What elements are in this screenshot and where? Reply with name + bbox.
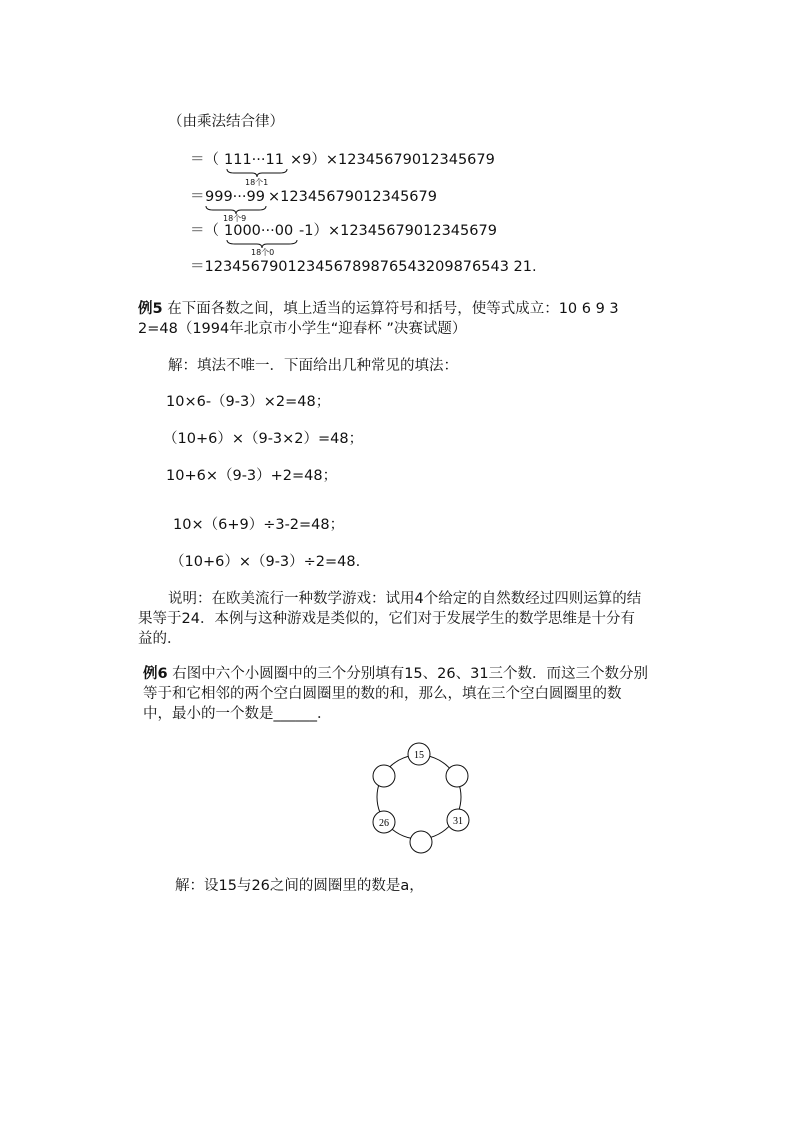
line-remainder: ×9）×12345679012345679: [290, 152, 495, 168]
ring-circle-bottom: [410, 831, 432, 853]
example-6-line-3: 中，最小的一个数是______．: [143, 706, 332, 722]
example-label: 例5: [138, 301, 163, 317]
solution-heading: 解：填法不唯一．下面给出几种常见的填法：: [168, 358, 458, 374]
brace-label: 18个9: [223, 214, 247, 223]
note-line-3: 益的．: [138, 631, 182, 647]
answer-5: （10+6）×（9-3）÷2=48.: [170, 554, 361, 570]
repeated-nines: 999···99: [205, 189, 265, 205]
example-label: 例6: [143, 666, 168, 682]
example-6-line-2: 等于和它相邻的两个空白圆圈里的数的和，那么，填在三个空白圆圈里的数: [143, 686, 622, 702]
note-line-2: 果等于24．本例与这种游戏是类似的，它们对于发展学生的数学思维是十分有: [138, 611, 635, 627]
example-6-solution: 解：设15与26之间的圆圈里的数是a，: [175, 878, 424, 894]
answer-2: （10+6）×（9-3×2）=48；: [163, 431, 364, 447]
repeated-ones: 111···11: [224, 152, 284, 168]
circle-value: 31: [453, 816, 463, 827]
example-text: 右图中六个小圆圈中的三个分别填有15、26、31三个数．而这三个数分别: [167, 666, 649, 682]
example-5-line-1: [138, 300, 619, 318]
example-6-line-1: [143, 665, 648, 683]
ring-circle-lower-left: [373, 811, 395, 833]
ring-circle-upper-left: [373, 765, 395, 787]
proof-line-4: ＝123456790123456789876543209876543 21.: [190, 259, 537, 275]
example-text: 在下面各数之间，填上适当的运算符号和括号，使等式成立：10 6 9 3: [162, 301, 619, 317]
brace-label: 18个1: [245, 178, 269, 187]
ring-circle-lower-right: [447, 809, 469, 831]
repeated-zeros: 1000···00: [224, 223, 294, 239]
answer-3: 10+6×（9-3）+2=48；: [166, 468, 338, 484]
equals-paren: ＝（: [190, 152, 219, 168]
note-line-1: 说明：在欧美流行一种数学游戏：试用4个给定的自然数经过四则运算的结: [168, 591, 642, 607]
equals-sign: ＝: [190, 189, 205, 205]
brace-label: 18个0: [251, 248, 275, 257]
underbrace-icon: [226, 168, 288, 178]
proof-intro: （由乘法结合律）: [168, 114, 284, 130]
answer-1: 10×6-（9-3）×2=48；: [166, 394, 331, 410]
line-remainder: ×12345679012345679: [268, 189, 437, 205]
answer-4: 10×（6+9）÷3-2=48；: [173, 517, 345, 533]
circle-value: 26: [379, 818, 389, 829]
circle-value: 15: [414, 750, 424, 761]
circle-ring-diagram: [370, 740, 480, 855]
line-remainder: -1）×12345679012345679: [299, 223, 497, 239]
ring-circle-upper-right: [446, 765, 468, 787]
equals-paren: ＝（: [190, 223, 219, 239]
ring-circle-top: [408, 743, 430, 765]
example-5-line-2: 2=48（1994年北京市小学生“迎春杯 ”决赛试题）: [138, 321, 467, 337]
